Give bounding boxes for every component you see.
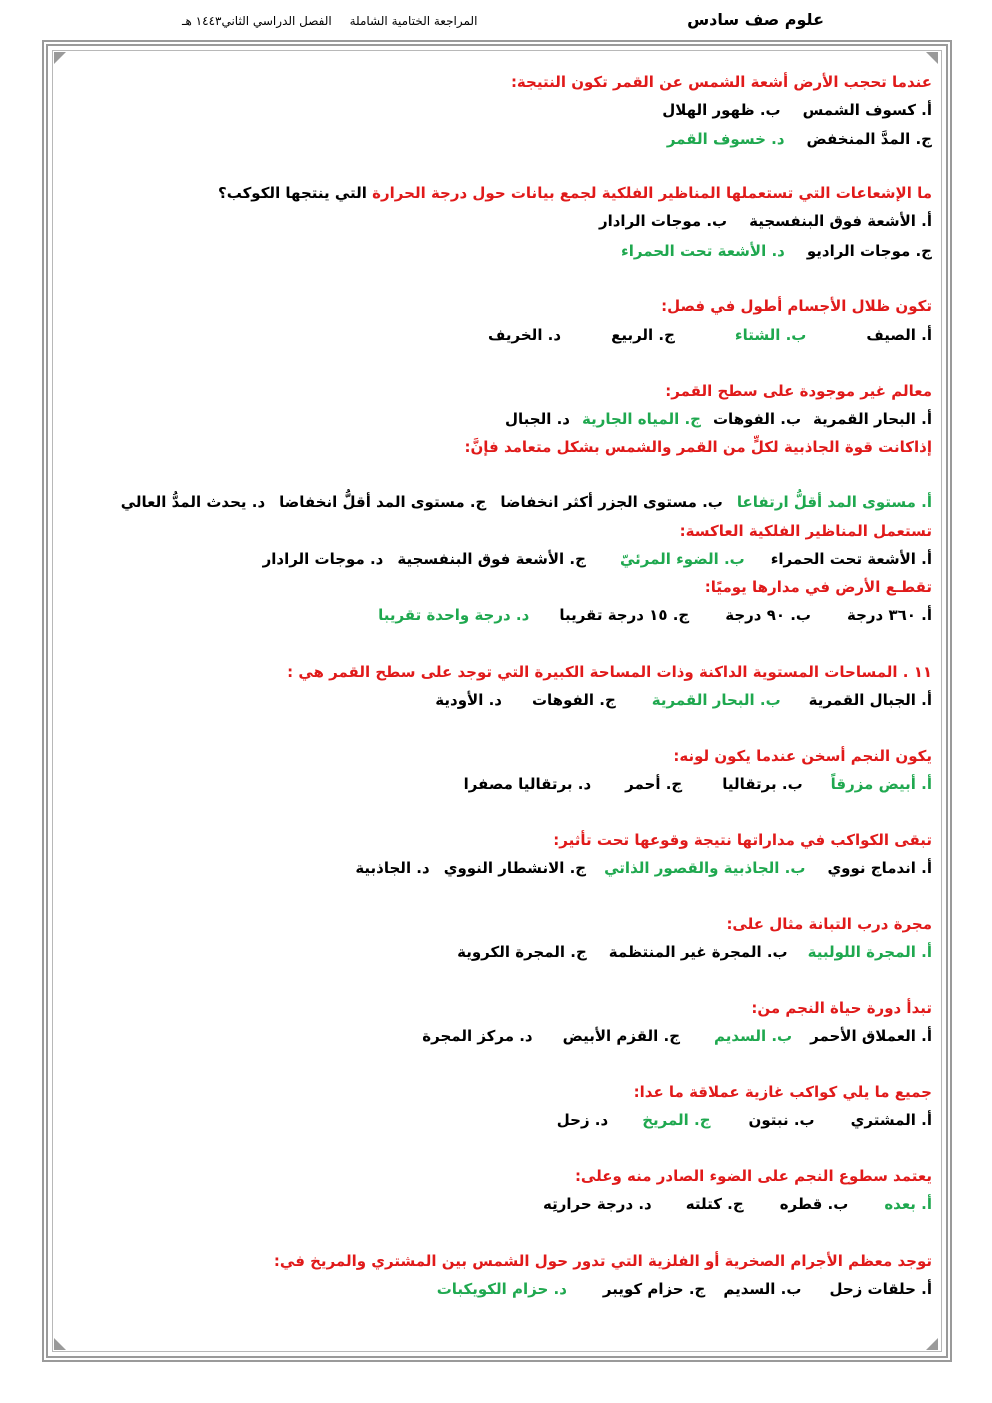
option-a: أ. الجبال القمرية: [808, 691, 932, 709]
option-b-correct: ب. الضوء المرئيّ: [619, 550, 745, 568]
option-c: ج. الربيع: [611, 326, 675, 344]
option-a: أ. اندماج نووي: [827, 859, 932, 877]
option-b: ب. موجات الرادار: [598, 212, 728, 230]
options-4: [483, 408, 932, 430]
option-a-correct: أ. مستوى المد أقلُّ ارتفاعا: [736, 493, 932, 511]
option-c: ج. كتلته: [685, 1195, 744, 1213]
question-2-part-black: التي ينتجها الكوكب؟: [218, 184, 373, 202]
corner-ornament-bottom-right: [926, 1338, 938, 1350]
question-9: يكون النجم أسخن عندما يكون لونه:: [673, 747, 932, 765]
question-11: مجرة درب التبانة مثال على:: [726, 915, 932, 933]
question-6: تستعمل المناظير الفلكية العاكسة:: [679, 522, 932, 540]
header-review-term: [168, 14, 477, 28]
option-c: ج. الفوهات: [531, 691, 616, 709]
option-b-correct: ب. الجاذبية والقصور الذاتي: [604, 859, 806, 877]
option-a: أ. الأشعة فوق البنفسجية: [749, 212, 932, 230]
option-a: أ. البحار القمرية: [813, 410, 932, 428]
option-b-correct: ب. البحار القمرية: [651, 691, 781, 709]
option-c: ج. ١٥ درجة تقريبا: [559, 606, 690, 624]
options-8: [413, 689, 932, 711]
option-b: ب. ظهور الهلال: [662, 101, 781, 119]
option-d-correct: د. درجة واحدة تقريبا: [378, 606, 530, 624]
option-d: د. الجاذبية: [355, 859, 430, 877]
question-14: يعتمد سطوع النجم على الضوء الصادر منه وعلى:: [574, 1167, 932, 1185]
option-d: د. يحدث المدُّ العالي: [120, 493, 266, 511]
corner-ornament-top-right: [926, 52, 938, 64]
option-b-correct: ب. السديم: [714, 1027, 793, 1045]
question-2-part-red: ما الإشعاعات التي تستعملها المناظير الفلكية لجمع بيانات حول درجة الحرارة: [372, 184, 932, 202]
option-c: ج. القزم الأبيض: [562, 1027, 681, 1045]
option-c-correct: ج. المياه الجارية: [581, 410, 701, 428]
options-7: [356, 604, 932, 626]
option-c-correct: ج. المريخ: [642, 1111, 711, 1129]
option-b: ب. مستوى الجزر أكثر انخفاضا: [500, 493, 723, 511]
option-c: ج. المجرة الكروية: [457, 943, 587, 961]
option-a: أ. الصيف: [866, 326, 932, 344]
options-9: [442, 773, 932, 795]
question-4: معالم غير موجودة على سطح القمر:: [665, 382, 932, 400]
question-1: عندما تحجب الأرض أشعة الشمس عن القمر تكون النتيجة:: [510, 73, 932, 91]
option-c: ج. مستوى المد أقلُّ انخفاضا: [279, 493, 487, 511]
option-c: ج. حزام كويبر: [602, 1280, 706, 1298]
corner-ornament-top-left: [54, 52, 66, 64]
option-d: د. مركز المجرة: [422, 1027, 533, 1045]
header-subject: علوم صف سادس: [687, 10, 824, 29]
question-8: ١١ . المساحات المستوية الداكنة وذات المساحة الكبيرة التي توجد على سطح القمر هي :: [287, 663, 932, 681]
option-a-correct: أ. المجرة اللولبية: [807, 943, 932, 961]
option-a-correct: أ. بعده: [884, 1195, 932, 1213]
options-14: [521, 1193, 932, 1215]
option-b: ب. نبتون: [748, 1111, 815, 1129]
question-5: إذاكانت قوة الجاذبية لكلٍّ من القمر والشمس بشكل متعامد فإنَّ:: [464, 438, 932, 456]
option-d: د. الخريف: [488, 326, 562, 344]
header-term: الفصل الدراسي الثاني١٤٤٣ هـ: [182, 14, 332, 28]
option-d: د. الجبال: [505, 410, 570, 428]
option-b: ب. ٩٠ درجة: [725, 606, 811, 624]
option-d: د. درجة حرارتِه: [543, 1195, 652, 1213]
option-c: ج. المدَّ المنخفض: [806, 130, 932, 148]
option-b: ب. الفوهات: [712, 410, 802, 428]
question-15: توجد معظم الأجرام الصخرية أو الفلزية التي تدور حول الشمس بين المشتري والمريخ في:: [273, 1252, 932, 1270]
option-d-correct: د. خسوف القمر: [666, 130, 785, 148]
options-3: [466, 324, 932, 346]
option-a: أ. ٣٦٠ درجة: [847, 606, 932, 624]
options-12: [400, 1025, 932, 1047]
corner-ornament-bottom-left: [54, 1338, 66, 1350]
option-c: ج. موجات الراديو: [806, 242, 932, 260]
option-a: أ. المشتري: [850, 1111, 932, 1129]
option-a-correct: أ. أبيض مزرقاً: [830, 775, 932, 793]
option-b-correct: ب. الشتاء: [734, 326, 807, 344]
option-b: ب. قطره: [779, 1195, 849, 1213]
question-3: تكون ظلال الأجسام أطول في فصل:: [661, 297, 932, 315]
question-2: [218, 182, 932, 204]
question-10: تبقى الكواكب في مداراتها نتيجة وقوعها تحت تأثير:: [553, 831, 932, 849]
option-d: د. الأودية: [435, 691, 502, 709]
question-13: جميع ما يلي كواكب غازية عملاقة ما عدا:: [633, 1083, 932, 1101]
option-a: أ. حلقات زحل: [829, 1280, 932, 1298]
option-d-correct: د. الأشعة تحت الحمراء: [621, 242, 785, 260]
option-c: ج. أحمر: [625, 775, 683, 793]
options-2a: [577, 210, 932, 232]
options-5: [121, 491, 932, 513]
option-c: ج. الانشطار النووي: [443, 859, 587, 877]
question-12: تبدأ دورة حياة النجم من:: [751, 999, 932, 1017]
option-a: أ. الأشعة تحت الحمراء: [770, 550, 932, 568]
option-b: ب. المجرة غير المنتظمة: [608, 943, 788, 961]
option-d: د. موجات الرادار: [262, 550, 384, 568]
options-11: [435, 941, 932, 963]
options-1b: [645, 128, 932, 150]
options-15: [415, 1278, 932, 1300]
options-1a: [640, 99, 932, 121]
options-6: [241, 548, 932, 570]
options-10: [333, 857, 932, 879]
option-d: د. برتقاليا مصفرا: [463, 775, 592, 793]
option-d-correct: د. حزام الكويكبات: [436, 1280, 567, 1298]
option-a: أ. العملاق الأحمر: [810, 1027, 932, 1045]
options-2b: [599, 240, 932, 262]
option-b: ب. السديم: [723, 1280, 802, 1298]
question-7: تقطـع الأرض في مدارها يوميًا:: [704, 578, 932, 596]
option-a: أ. كسوف الشمس: [802, 101, 932, 119]
option-b: ب. برتقاليا: [722, 775, 803, 793]
header-review: المراجعة الختامية الشاملة: [349, 14, 478, 28]
options-13: [535, 1109, 932, 1131]
option-c: ج. الأشعة فوق البنفسجية: [397, 550, 586, 568]
option-d: د. زحل: [556, 1111, 609, 1129]
